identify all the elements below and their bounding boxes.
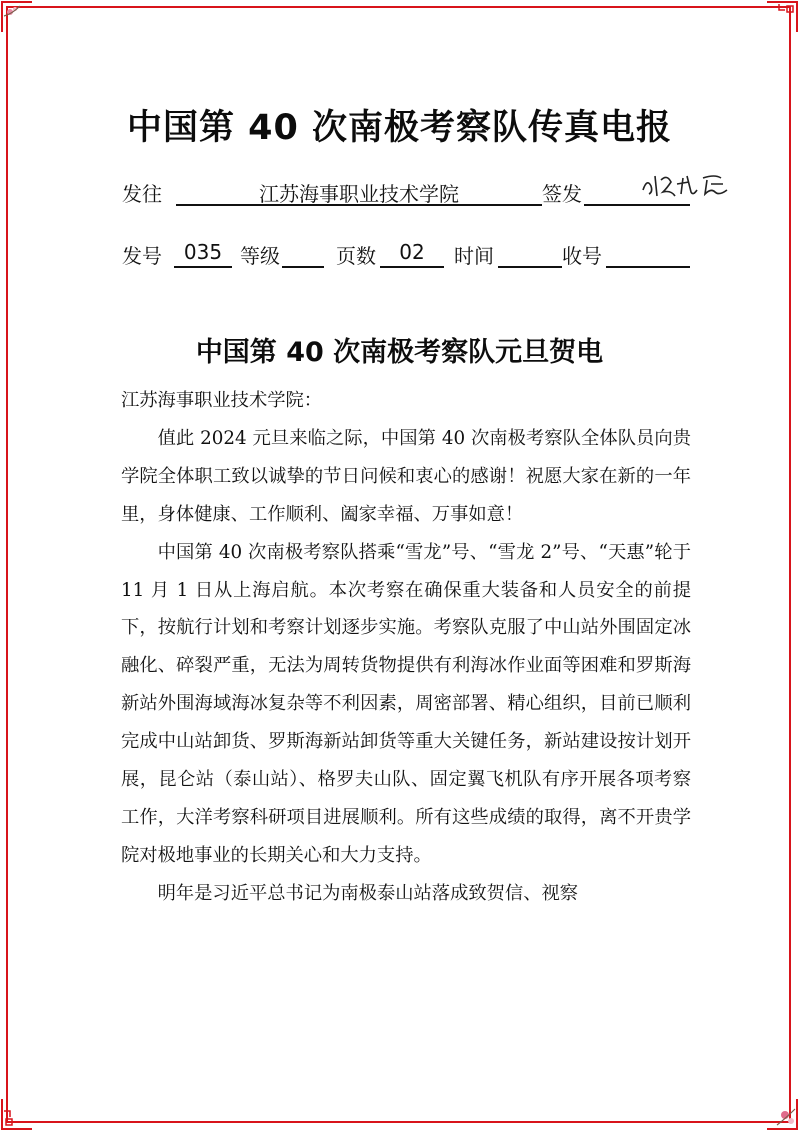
pages-field: 02 bbox=[380, 240, 444, 268]
paragraph: 值此 2024 元旦来临之际，中国第 40 次南极考察队全体队员向贵学院全体职工致以诚挚的节日问候和衷心的感谢！祝愿大家在新的一年里，身体健康、工作顺利、阖家幸福、万事如意！ bbox=[121, 427, 691, 525]
send-to-row bbox=[122, 178, 702, 208]
sign-field bbox=[584, 178, 690, 206]
number-label: 发号 bbox=[122, 244, 162, 268]
paragraph: 明年是习近平总书记为南极泰山站落成致贺信、视察 bbox=[157, 882, 579, 904]
letter-body bbox=[121, 382, 691, 913]
time-field bbox=[498, 240, 562, 268]
fax-meta-row bbox=[122, 240, 702, 270]
fax-title: 中国第 40 次南极考察队传真电报 bbox=[126, 108, 673, 148]
salutation: 江苏海事职业技术学院： bbox=[121, 390, 323, 411]
receipt-field bbox=[606, 240, 690, 268]
paragraph: 中国第 40 次南极考察队搭乘“雪龙”号、“雪龙 2”号、“天惠”轮于 11 月 1 日从上海启航。本次考察在确保重大装备和人员安全的前提下，按航行计划和考察计划逐步实施。考察队克服了中山站外围固定冰融化、碎裂严重，无法为周转货物提供有利海冰作业面等困难和罗斯海新站外围海域海冰复杂等不利因素，周密部署、精心组织，目前已顺利完成中山站卸货、罗斯海新站卸货等重大关键任务，新站建设按计划开展，昆仑站（泰山站）、格罗夫山队、固定翼飞机队有序开展各项考察工作，大洋考察科研项目进展顺利。所有这些成绩的取得，离不开贵学院对极地事业的长期关心和大力支持。 bbox=[121, 541, 691, 866]
receipt-label: 收号 bbox=[562, 244, 602, 268]
send-to-label: 发往 bbox=[122, 182, 162, 206]
number-field: 035 bbox=[174, 240, 232, 268]
corner-ornament-icon bbox=[0, 0, 34, 34]
letter-title: 中国第 40 次南极考察队元旦贺电 bbox=[195, 337, 604, 368]
signature bbox=[637, 168, 737, 204]
corner-ornament-icon bbox=[0, 1097, 34, 1131]
pages-label: 页数 bbox=[336, 244, 376, 268]
level-label: 等级 bbox=[240, 244, 280, 268]
sign-label: 签发 bbox=[542, 182, 582, 206]
corner-ornament-icon bbox=[765, 0, 799, 34]
corner-ornament-icon bbox=[765, 1097, 799, 1131]
level-field bbox=[282, 240, 324, 268]
time-label: 时间 bbox=[454, 244, 494, 268]
send-to-field: 江苏海事职业技术学院 bbox=[176, 178, 542, 206]
